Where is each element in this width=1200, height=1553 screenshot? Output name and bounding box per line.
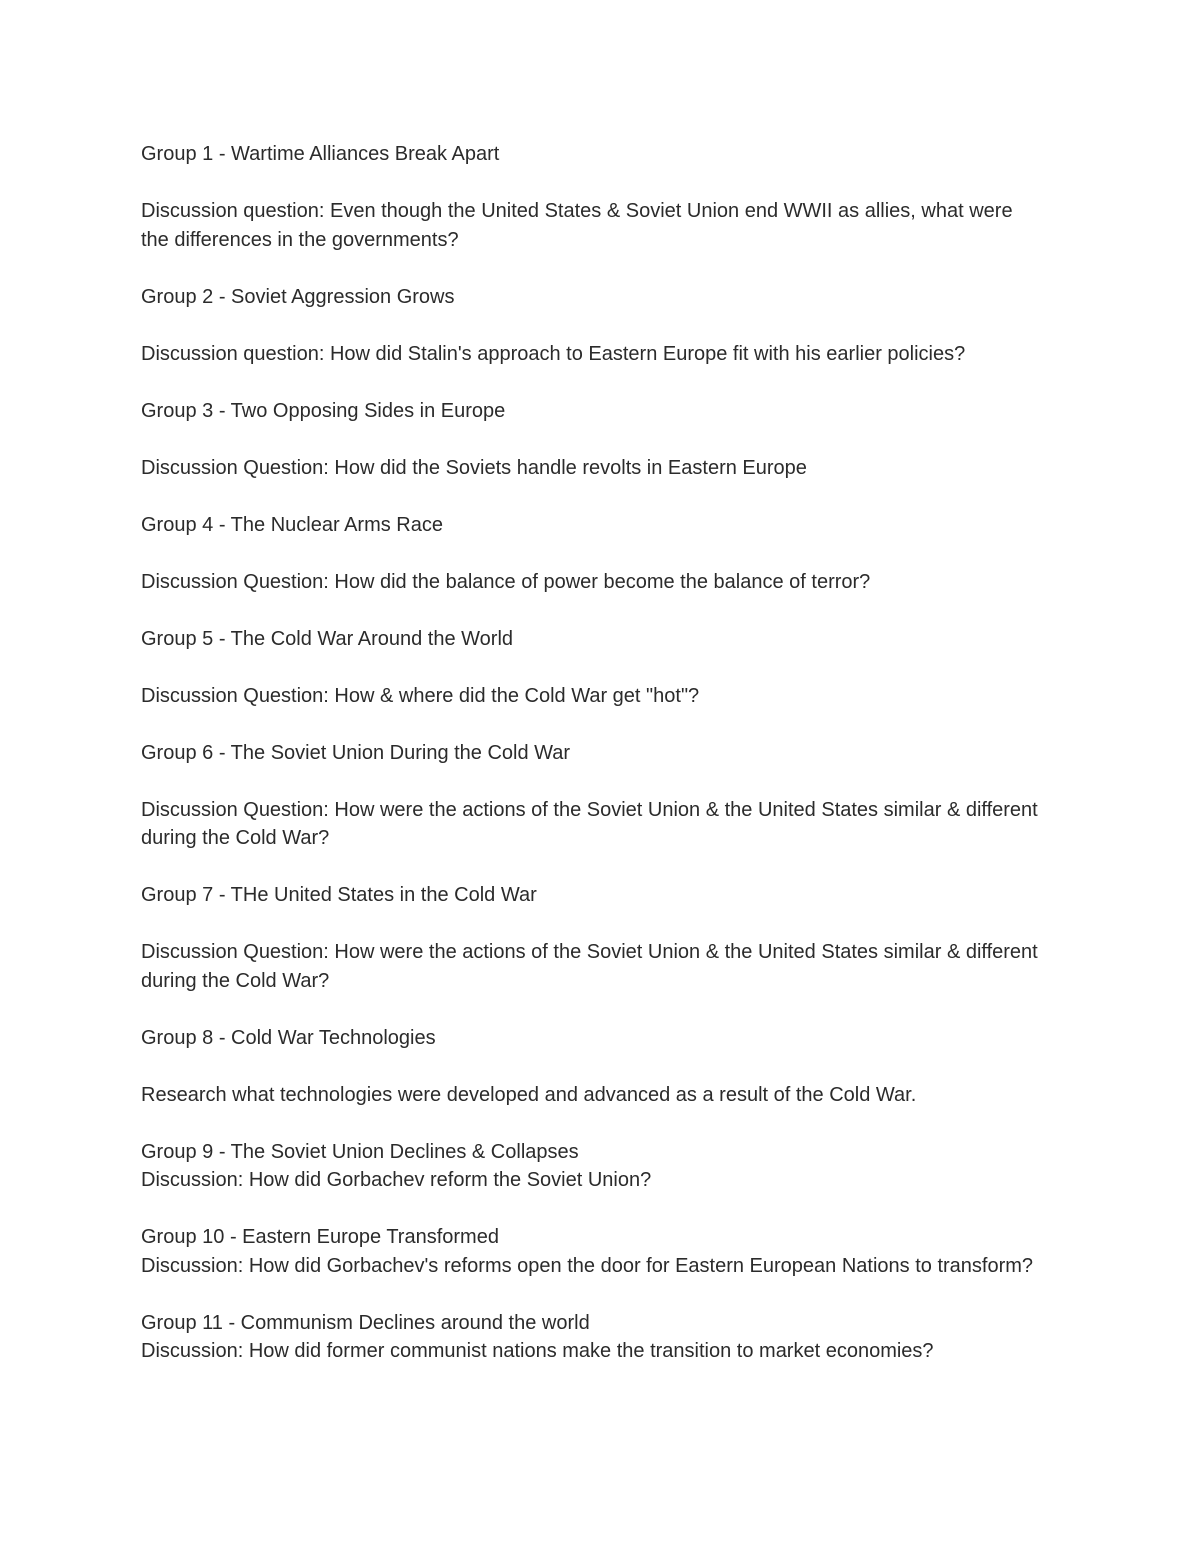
group-7-heading [141,881,1041,910]
text-line: Group 3 - Two Opposing Sides in Europe [141,399,506,422]
group-7-discussion [141,938,1044,995]
group-6-discussion [141,796,1044,853]
text-line: Group 9 - The Soviet Union Declines & Collapses [141,1140,579,1163]
text-line: Discussion Question: How & where did the Cold War get "hot"? [141,684,700,707]
group-5-discussion [141,682,1041,711]
text-line: Discussion: How did Gorbachev reform the Soviet Union? [141,1169,652,1191]
text-line: Discussion: How did former communist nations make the transition to market economies? [141,1340,934,1362]
text-line: Group 1 - Wartime Alliances Break Apart [141,143,500,165]
text-line: Discussion: How did Gorbachev's reforms open the door for Eastern European Nations to transform? [141,1254,1034,1277]
group-8-heading [141,1024,1041,1053]
text-line: Group 10 - Eastern Europe Transformed [141,1226,499,1248]
group-2-heading [141,283,1041,312]
group-5-heading [141,625,1041,654]
group-11-section [141,1309,1041,1366]
group-9-section [141,1138,1041,1195]
document-body [141,140,1044,1394]
text-line: Group 5 - The Cold War Around the World [141,627,514,650]
text-line: Discussion Question: How were the actions of the Soviet Union & the United States similar & different during the Cold War? [141,798,1044,849]
group-3-heading [141,397,1041,426]
group-6-heading [141,739,1041,768]
text-line: Group 7 - THe United States in the Cold War [141,884,537,906]
text-line: Discussion Question: How were the actions of the Soviet Union & the United States similar & different during the Cold War? [141,941,1044,992]
group-4-discussion [141,568,1041,597]
group-1-discussion [141,197,1041,254]
group-2-discussion [141,340,1041,369]
text-line: Group 2 - Soviet Aggression Grows [141,285,455,308]
text-line: Discussion Question: How did the Soviets handle revolts in Eastern Europe [141,456,807,479]
group-4-heading [141,511,1041,540]
text-line: Group 4 - The Nuclear Arms Race [141,513,443,536]
text-line: Group 6 - The Soviet Union During the Cold War [141,741,571,764]
text-line: Group 11 - Communism Declines around the world [141,1311,590,1334]
text-line: Research what technologies were developed and advanced as a result of the Cold War. [141,1083,917,1106]
group-1-heading [141,140,1041,169]
text-line: Discussion question: Even though the United States & Soviet Union end WWII as allies, what were the differences in the governments? [141,200,1019,251]
text-line: Discussion question: How did Stalin's approach to Eastern Europe fit with his earlier policies? [141,342,966,365]
text-line: Discussion Question: How did the balance of power become the balance of terror? [141,570,871,593]
group-8-research [141,1081,1041,1110]
group-3-discussion [141,454,1041,483]
text-line: Group 8 - Cold War Technologies [141,1026,436,1049]
group-10-section [141,1223,1041,1280]
